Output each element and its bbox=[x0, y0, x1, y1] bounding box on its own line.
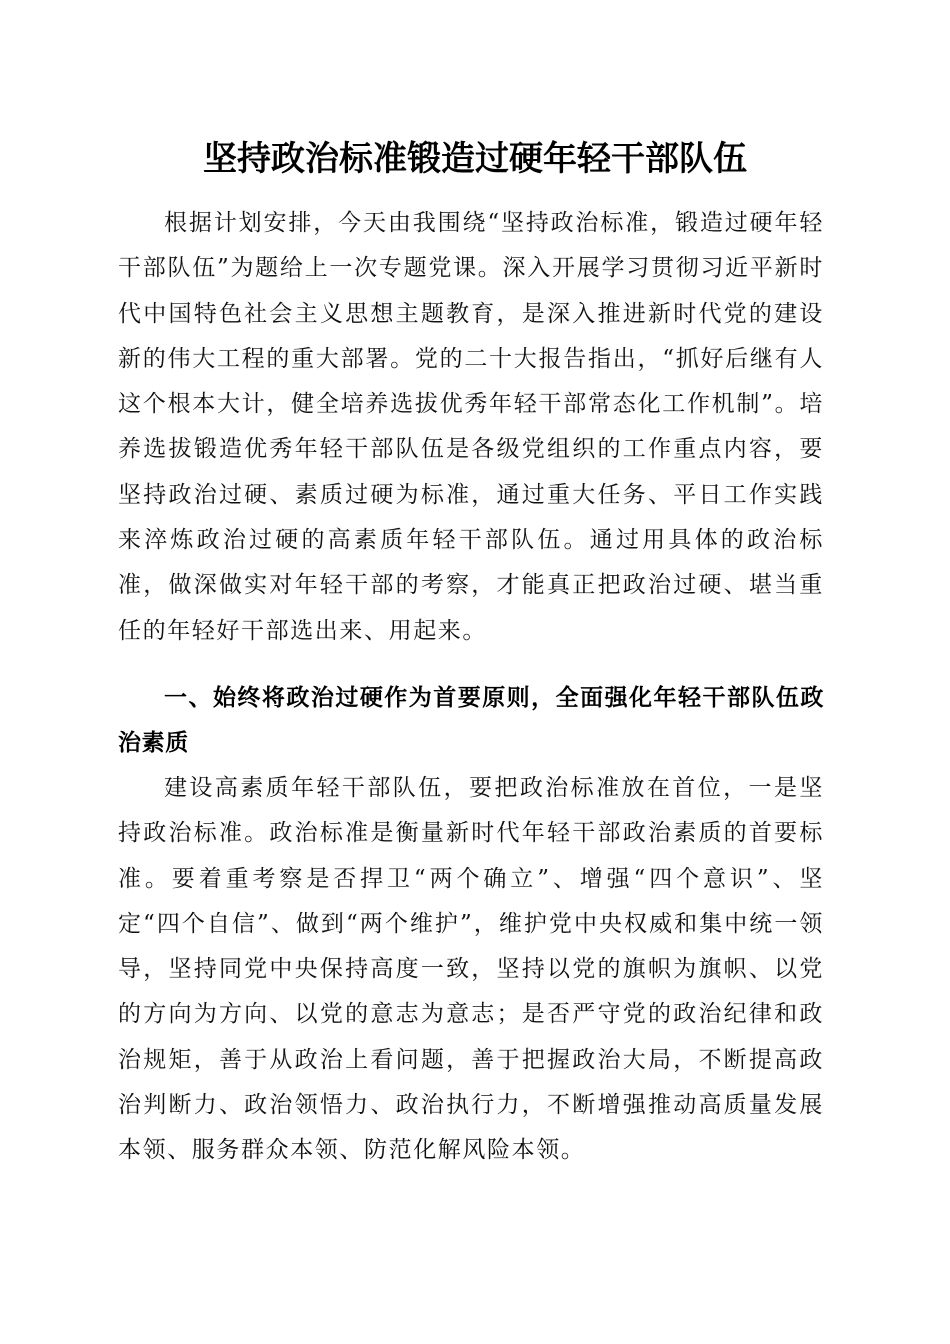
section-paragraph: 建设高素质年轻干部队伍，要把政治标准放在首位，一是坚持政治标准。政治标准是衡量新时代年轻干部政治素质的首要标准。要着重考察是否捍卫“两个确立”、增强“四个意识”、坚定“四个自信”、做到“两个维护”，维护党中央权威和集中统一领导，坚持同党中央保持高度一致，坚持以党的旗帜为旗帜、以党的方向为方向、以党的意志为意志；是否严守党的政治纪律和政治规矩，善于从政治上看问题，善于把握政治大局，不断提高政治判断力、政治领悟力、政治执行力，不断增强推动高质量发展本领、服务群众本领、防范化解风险本领。 bbox=[118, 775, 824, 1164]
document-title: 坚持政治标准锻造过硬年轻干部队伍 bbox=[203, 139, 747, 179]
section-heading: 一、始终将政治过硬作为首要原则，全面强化年轻干部队伍政治素质 bbox=[118, 685, 824, 757]
intro-paragraph: 根据计划安排，今天由我围绕“坚持政治标准，锻造过硬年轻干部队伍”为题给上一次专题党课。深入开展学习贯彻习近平新时代中国特色社会主义思想主题教育，是深入推进新时代党的建设新的伟大工程的重大部署。党的二十大报告指出，“抓好后继有人这个根本大计，健全培养选拔优秀年轻干部常态化工作机制”。培养选拔锻造优秀年轻干部队伍是各级党组织的工作重点内容，要坚持政治过硬、素质过硬为标准，通过重大任务、平日工作实践来淬炼政治过硬的高素质年轻干部队伍。通过用具体的政治标准，做深做实对年轻干部的考察，才能真正把政治过硬、堪当重任的年轻好干部选出来、用起来。 bbox=[118, 210, 824, 644]
